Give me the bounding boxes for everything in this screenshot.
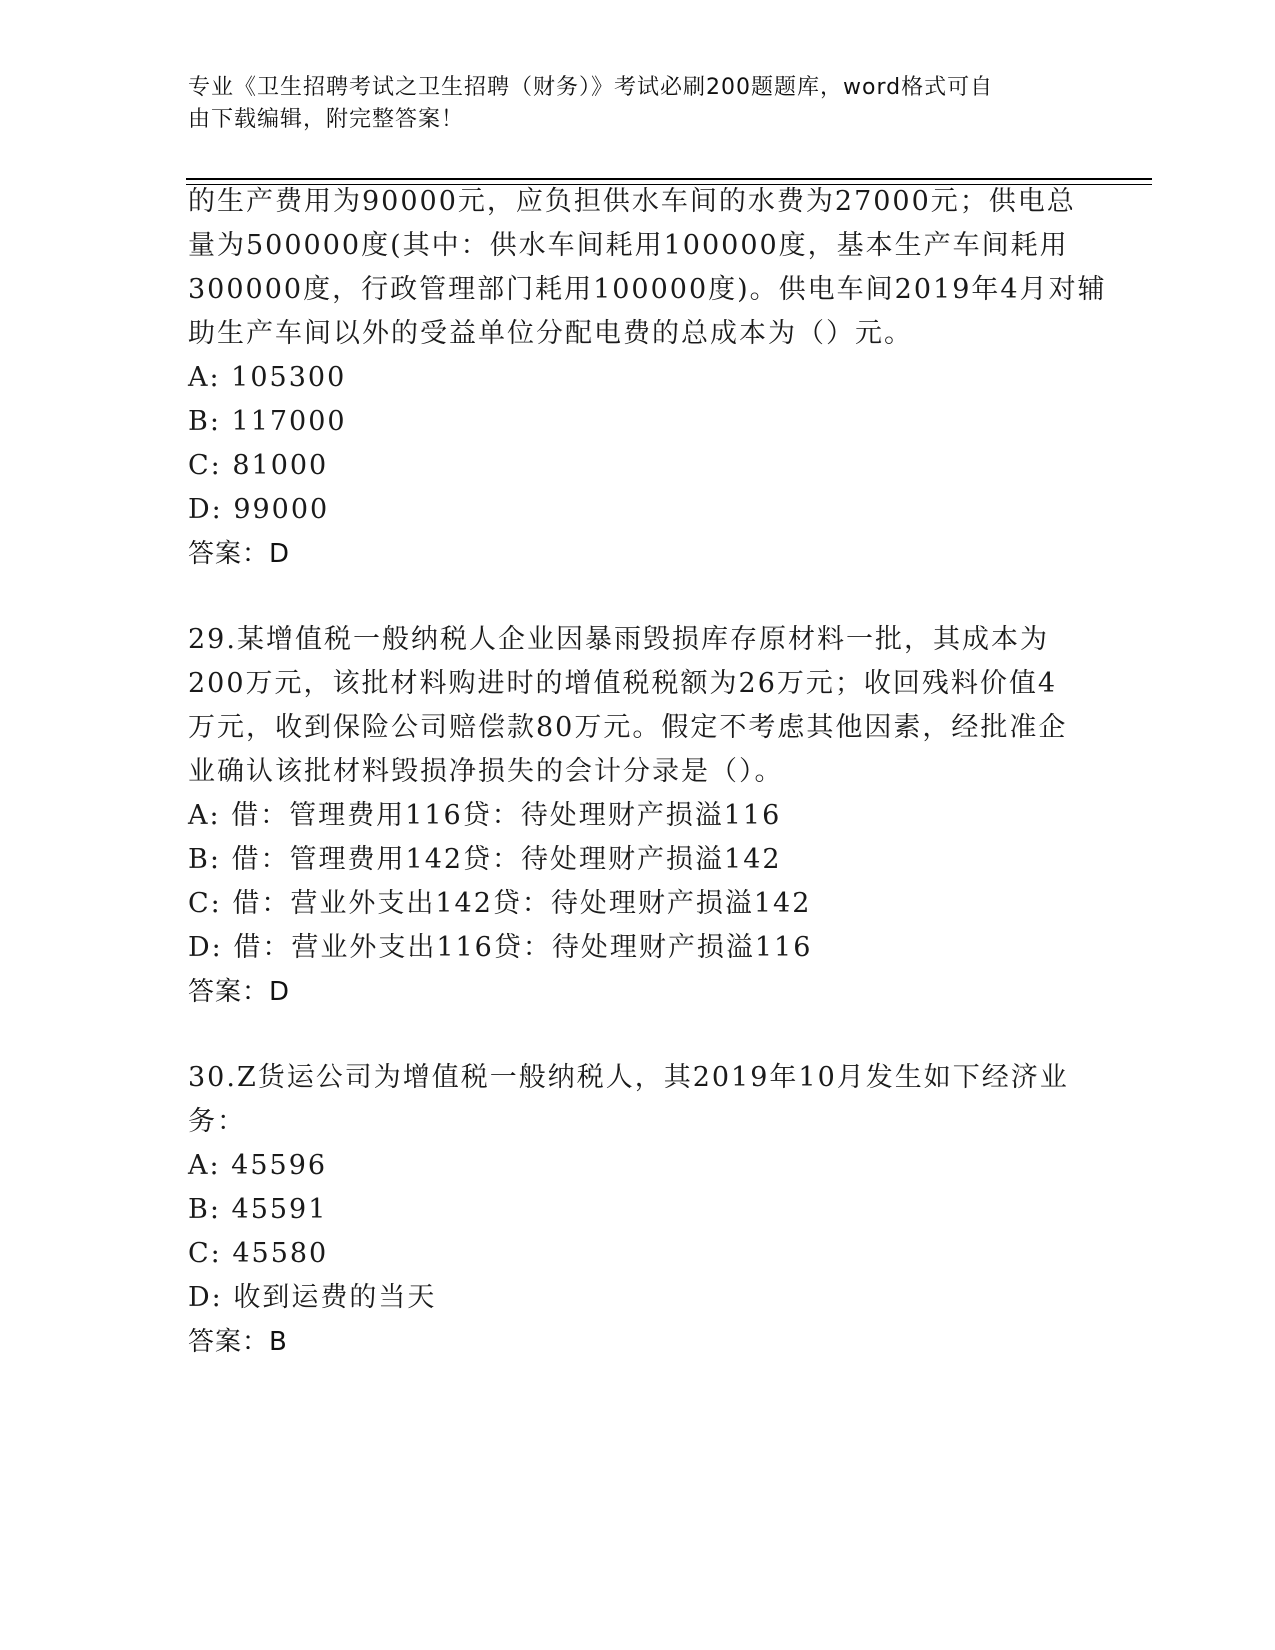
q29-option-a: A: 借：管理费用116贷：待处理财产损溢116 bbox=[188, 800, 782, 831]
q30-option-c: C: 45580 bbox=[188, 1238, 329, 1269]
q29-text-line: 200万元，该批材料购进时的增值税税额为26万元；收回残料价值4 bbox=[188, 668, 1058, 699]
header-line-2: 由下载编辑，附完整答案！ bbox=[188, 107, 465, 132]
q28-option-a: A: 105300 bbox=[188, 362, 347, 393]
q28-text-line: 助生产车间以外的受益单位分配电费的总成本为（）元。 bbox=[188, 318, 913, 349]
q30-text-line: 务： bbox=[188, 1106, 246, 1137]
q30-option-d: D: 收到运费的当天 bbox=[188, 1282, 437, 1313]
q30-option-b: B: 45591 bbox=[188, 1194, 328, 1225]
q30-option-a: A: 45596 bbox=[188, 1150, 328, 1181]
q28-option-d: D: 99000 bbox=[188, 494, 330, 525]
q29-text-line: 万元，收到保险公司赔偿款80万元。假定不考虑其他因素，经批准企 bbox=[188, 712, 1068, 743]
q30-answer: 答案：B bbox=[188, 1327, 288, 1357]
q28-option-b: B: 117000 bbox=[188, 406, 347, 437]
header-rule-thick bbox=[186, 178, 1152, 180]
q29-answer: 答案：D bbox=[188, 977, 291, 1007]
header-line-1: 专业《卫生招聘考试之卫生招聘（财务）》考试必刷200题题库，word格式可自 bbox=[188, 75, 994, 100]
q28-text-line: 量为500000度(其中：供水车间耗用100000度，基本生产车间耗用 bbox=[188, 230, 1069, 261]
document-header bbox=[188, 72, 1088, 136]
q28-text-line: 的生产费用为90000元，应负担供水车间的水费为27000元；供电总 bbox=[188, 186, 1076, 217]
q29-text-line: 29.某增值税一般纳税人企业因暴雨毁损库存原材料一批，其成本为 bbox=[188, 624, 1049, 655]
q29-option-d: D: 借：营业外支出116贷：待处理财产损溢116 bbox=[188, 932, 813, 963]
q30-text-line: 30.Z货运公司为增值税一般纳税人，其2019年10月发生如下经济业 bbox=[188, 1062, 1069, 1093]
q29-text-line: 业确认该批材料毁损净损失的会计分录是（）。 bbox=[188, 756, 784, 787]
q28-answer: 答案：D bbox=[188, 539, 291, 569]
q28-option-c: C: 81000 bbox=[188, 450, 329, 481]
q29-option-c: C: 借：营业外支出142贷：待处理财产损溢142 bbox=[188, 888, 812, 919]
q29-option-b: B: 借：管理费用142贷：待处理财产损溢142 bbox=[188, 844, 782, 875]
q28-text-line: 300000度，行政管理部门耗用100000度)。供电车间2019年4月对辅 bbox=[188, 274, 1107, 305]
